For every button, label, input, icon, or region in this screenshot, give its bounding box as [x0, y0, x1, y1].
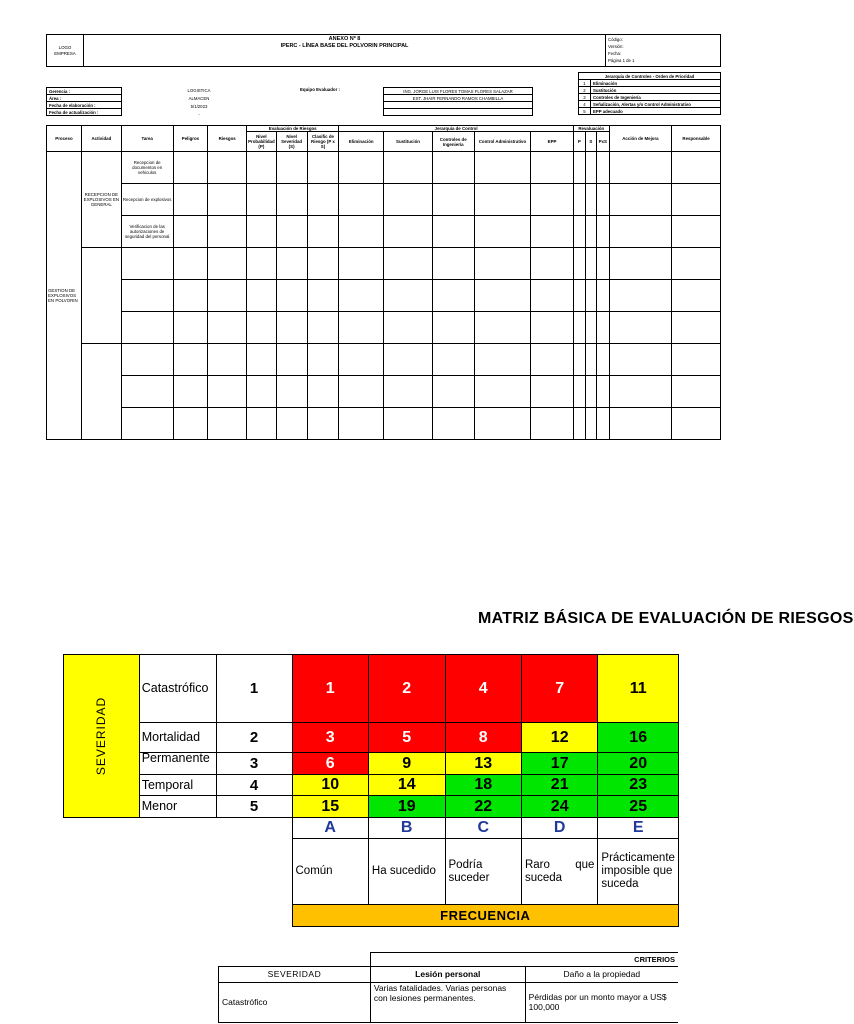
risk-cell: 9 — [368, 753, 445, 775]
risk-cell: 18 — [445, 775, 521, 796]
table-row — [47, 408, 721, 440]
area-label: Área : — [47, 95, 122, 102]
risk-cell: 14 — [368, 775, 445, 796]
frequency-description: Podría suceder — [445, 839, 521, 905]
evaluador-1: ING. JORGE LUIS FLORES TOMAS FLORES SALAZAR — [384, 88, 533, 95]
logo-placeholder: LOGO EMPRESA — [47, 35, 84, 67]
document-header — [46, 34, 721, 67]
col-clasificacion: Clasific de Riesgo (P x S) — [307, 132, 339, 152]
tarea-cell: Recepcion de documentos en vehiculos — [121, 152, 173, 184]
table-row — [47, 152, 721, 184]
risk-cell: 5 — [368, 723, 445, 753]
severity-level: 1 — [216, 655, 292, 723]
annex-number: ANEXO Nº 8 — [328, 36, 361, 42]
col-probabilidad: Nivel Probabilidad (P) — [247, 132, 277, 152]
risk-cell: 23 — [598, 775, 679, 796]
risk-cell: 2 — [368, 655, 445, 723]
col-pxs: PxS — [596, 132, 609, 152]
jerarquia-item: Controles de Ingeniería — [591, 94, 721, 101]
risk-cell: 22 — [445, 796, 521, 818]
gerencia-value: LOGISTICA — [187, 88, 211, 93]
severity-level: 5 — [216, 796, 292, 818]
fecha-actualizacion-value: - — [198, 112, 200, 117]
spacer — [64, 818, 293, 839]
frequency-letter: E — [598, 818, 679, 839]
severidad-text: SEVERIDAD — [94, 696, 109, 776]
risk-cell: 6 — [292, 753, 368, 775]
col-ingenieria: Controles de Ingeniería — [432, 132, 474, 152]
table-row — [47, 312, 721, 344]
proceso-cell: GESTION DE EXPLOSIVOS EN POLVORIN — [47, 152, 82, 440]
fecha-actualizacion-label: Fecha de actualización : — [47, 109, 122, 116]
severity-name — [139, 753, 216, 775]
jerarquia-num: 5 — [579, 108, 591, 115]
spacer — [64, 839, 293, 905]
risk-cell: 11 — [598, 655, 679, 723]
risk-cell: 12 — [521, 723, 597, 753]
tarea-cell: Verificacion de las autorizaciones de seguridad del personal — [121, 216, 173, 248]
risk-cell: 19 — [368, 796, 445, 818]
fecha-label: Fecha: — [608, 51, 622, 56]
evaluacion-group-header: Evaluación de Riesgos — [247, 126, 339, 132]
risk-cell: 24 — [521, 796, 597, 818]
severidad-vertical-label — [64, 655, 140, 818]
risk-cell: 1 — [292, 655, 368, 723]
iperc-grid — [46, 125, 721, 440]
evaluadores-table — [383, 87, 533, 116]
spacer — [64, 905, 293, 927]
fecha-elaboracion-label: Fecha de elaboración : — [47, 102, 122, 109]
version-label: Versión: — [608, 44, 624, 49]
risk-cell: 25 — [598, 796, 679, 818]
fecha-elaboracion-value: 5/1/2023 — [190, 104, 208, 109]
severity-name: Mortalidad — [139, 723, 216, 753]
col-eliminacion: Eliminación — [339, 132, 384, 152]
criteria-severity-name: Catastrófico — [219, 983, 371, 1023]
severity-level: 2 — [216, 723, 292, 753]
equipo-evaluador-label: Equipo Evaluador : — [300, 87, 341, 92]
col-sustitucion: Sustitución — [384, 132, 433, 152]
risk-cell: 16 — [598, 723, 679, 753]
risk-cell: 4 — [445, 655, 521, 723]
criteria-dano-desc: Pérdidas por un monto mayor a US$ 100,000 — [525, 983, 678, 1023]
jerarquia-num: 4 — [579, 101, 591, 108]
col-tarea: Tarea — [121, 126, 173, 152]
risk-cell: 8 — [445, 723, 521, 753]
jerarquia-item: Señalización, Alertas y/o Control Administrativo — [591, 101, 721, 108]
risk-cell: 3 — [292, 723, 368, 753]
severity-name: Catastrófico — [139, 655, 216, 723]
col-peligros: Peligros — [173, 126, 208, 152]
jerarquia-item: EPP adecuado — [591, 108, 721, 115]
tarea-cell: Recepcion de explosivos — [121, 184, 173, 216]
revaluacion-group-header: Revaluación — [573, 126, 609, 132]
frequency-letter: C — [445, 818, 521, 839]
col-administrativo: Control Administrativo — [474, 132, 531, 152]
table-row — [47, 344, 721, 376]
severity-name: Menor — [139, 796, 216, 818]
jerarquia-title: Jerarquía de Controles - Orden de Prioridad — [579, 73, 721, 80]
actividad-cell: RECEPCION DE EXPLOSIVOS EN GENERAL — [81, 152, 121, 248]
risk-cell: 13 — [445, 753, 521, 775]
jerarquia-item: Eliminación — [591, 80, 721, 87]
risk-matrix — [63, 654, 679, 927]
risk-cell: 21 — [521, 775, 597, 796]
col-responsable: Responsable — [672, 126, 721, 152]
evaluador-4 — [384, 109, 533, 116]
risk-cell: 10 — [292, 775, 368, 796]
frequency-description: Común — [292, 839, 368, 905]
risk-cell: 20 — [598, 753, 679, 775]
criteria-col-lesion: Lesión personal — [370, 967, 525, 983]
table-row — [47, 376, 721, 408]
severity-name-text: Permanente — [141, 751, 210, 765]
col-riesgos: Riesgos — [208, 126, 247, 152]
actividad-cell — [81, 248, 121, 344]
col-s: S — [585, 132, 596, 152]
pagina-label: Página 1 de 1 — [608, 58, 635, 63]
table-row — [47, 248, 721, 280]
risk-cell: 7 — [521, 655, 597, 723]
risk-cell: 17 — [521, 753, 597, 775]
jerarquia-num: 2 — [579, 87, 591, 94]
frecuencia-label: FRECUENCIA — [292, 905, 679, 927]
col-p: P — [573, 132, 585, 152]
table-row — [47, 184, 721, 216]
frequency-letter: A — [292, 818, 368, 839]
jerarquia-item: Sustitución — [591, 87, 721, 94]
evaluador-3 — [384, 102, 533, 109]
frequency-letter: D — [521, 818, 597, 839]
criteria-table — [218, 952, 678, 1023]
document-title: IPERC - LÍNEA BASE DEL POLVORIN PRINCIPAL — [280, 42, 409, 49]
table-row — [47, 280, 721, 312]
severity-level: 3 — [216, 753, 292, 775]
meta-labels — [46, 87, 122, 116]
actividad-cell — [81, 344, 121, 440]
jerarquia-num: 3 — [579, 94, 591, 101]
col-proceso: Proceso — [47, 126, 82, 152]
area-value: ALMACEN — [188, 96, 210, 101]
evaluador-2: EST. JHAIR FERNANDO RAMOS CHAMBILLA — [384, 95, 533, 102]
jerarquia-controles-box — [578, 72, 721, 115]
criteria-lesion-desc: Varias fatalidades. Varias personas con lesiones permanentes. — [370, 983, 525, 1023]
frequency-letter: B — [368, 818, 445, 839]
severity-name: Temporal — [139, 775, 216, 796]
col-severidad: Nivel Severidad (S) — [276, 132, 307, 152]
spacer — [219, 953, 371, 967]
meta-values — [160, 87, 238, 119]
matrix-title: MATRIZ BÁSICA DE EVALUACIÓN DE RIESGOS — [478, 610, 854, 627]
header-title-cell — [84, 35, 606, 67]
severity-level: 4 — [216, 775, 292, 796]
criteria-col-severidad: SEVERIDAD — [219, 967, 371, 983]
col-epp: EPP — [531, 132, 574, 152]
gerencia-label: Gerencia : — [47, 88, 122, 95]
frequency-description: Prácticamente imposible que suceda — [598, 839, 679, 905]
document-control-cell — [606, 35, 721, 67]
jerarquia-num: 1 — [579, 80, 591, 87]
criteria-col-dano: Daño a la propiedad — [525, 967, 678, 983]
table-row — [47, 216, 721, 248]
col-actividad: Actividad — [81, 126, 121, 152]
codigo-label: Código: — [608, 37, 623, 42]
col-accion-mejora: Acción de Mejora — [609, 126, 671, 152]
criterios-title: CRITERIOS — [370, 953, 678, 967]
frequency-description: Ha sucedido — [368, 839, 445, 905]
risk-cell: 15 — [292, 796, 368, 818]
frequency-description: Raro que suceda — [521, 839, 597, 905]
jerarquia-group-header: Jerarquía de Control — [339, 126, 573, 132]
